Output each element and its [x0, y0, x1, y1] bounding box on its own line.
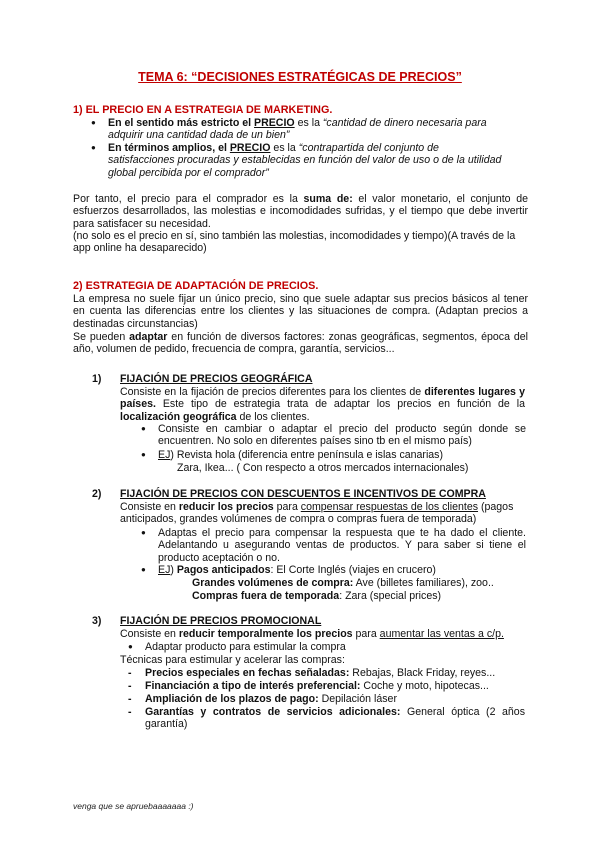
footer-note: venga que se apruebaaaaaaa :) [73, 801, 194, 811]
s1-b1-mid: es la [294, 117, 323, 129]
i2-p-d: compensar respuestas de los clientes [300, 501, 479, 513]
i2-p-b: reducir los precios [178, 501, 274, 513]
s1-b1-quote-2: adquirir una cantidad dada de un bien” [108, 129, 290, 142]
s1-b2-lead: En términos amplios, el [108, 142, 230, 154]
s1-b2-key: PRECIO [229, 142, 271, 154]
item-3-paragraph [120, 628, 504, 640]
i2-l3-a: Compras fuera de temporada [192, 590, 340, 602]
s2-p2-a: Se pueden [73, 331, 130, 343]
i2-b2-c: : El Corte Inglés (viajes en crucero) [270, 564, 436, 576]
i1-p-c: Este tipo de estrategia trata de adaptar los precios en función de la [155, 398, 525, 411]
section-1-heading: 1) EL PRECIO EN A ESTRATEGIA DE MARKETING. [73, 104, 333, 116]
item-1-paragraph [120, 386, 525, 423]
s1-b2-mid: es la [270, 142, 299, 154]
s1-b1-lead: En el sentido más estricto el [108, 117, 255, 129]
i3-d1-a: Precios especiales en fechas señaladas: [145, 667, 350, 679]
s1-p1-a: Por tanto, el precio para el comprador es la [73, 193, 304, 205]
i2-l3-b: : Zara (special prices) [339, 590, 442, 602]
s2-paragraph-1: La empresa no suele fijar un único precio, sino que suele adaptar sus precios básicos al tener en cuenta las diferencias entre los clientes y las situaciones de compra. (Adaptan precios a destinadas circunstancias) [73, 293, 528, 330]
i3-d3-b: Depilación láser [318, 693, 397, 705]
i2-l2-b: Ave (billetes familiares), zoo.. [353, 577, 494, 589]
item-3-dash-1 [145, 667, 525, 679]
i3-d4-a: Garantías y contratos de servicios adicionales: [145, 706, 401, 718]
item-2-number: 2) [92, 488, 102, 500]
i2-p-c: para [273, 501, 301, 513]
item-2-bullet-2 [158, 564, 526, 576]
item-3-title: FIJACIÓN DE PRECIOS PROMOCIONAL [120, 615, 322, 627]
i3-p-a: Consiste en [120, 628, 179, 640]
i3-d2-b: Coche y moto, hipotecas... [360, 680, 489, 692]
item-3-techniques: Técnicas para estimular y acelerar las compras: [120, 654, 345, 666]
i1-p-e: de los clientes. [236, 410, 310, 423]
s1-b2-quote: “contrapartida del conjunto de [298, 142, 439, 154]
item-2-paragraph [120, 501, 530, 526]
item-3-bullet-1: ● Adaptar producto para estimular la compra [145, 641, 346, 653]
i2-ej: EJ [158, 564, 171, 576]
s1-b2-quote-2: satisfacciones procuradas y establecidas en función del valor de uso o de la utilidad [108, 154, 502, 167]
i1-p-a: Consiste en la fijación de precios diferentes para los clientes de [120, 386, 425, 398]
s2-paragraph-2 [73, 331, 528, 356]
i3-p-b: reducir temporalmente los precios [178, 628, 353, 640]
s1-bullet-2 [108, 142, 528, 179]
s2-p2-c: en función de diversos factores: zonas geográficas, segmentos, época del año, volumen de pedido, frecuencia de compra, garantía, servicios... [73, 331, 528, 356]
item-2-line-2 [192, 577, 494, 589]
i3-d4-b: General óptica (2 años garantía) [145, 706, 525, 731]
s1-b1-quote: “cantidad de dinero necesaria para [322, 117, 487, 129]
item-1-title: FIJACIÓN DE PRECIOS GEOGRÁFICA [120, 373, 313, 385]
i1-p-b: diferentes lugares y países. [120, 386, 525, 411]
s1-b2-quote-3: global percibida por el comprador” [108, 166, 269, 179]
i3-d1-b: Rebajas, Black Friday, reyes... [349, 667, 496, 679]
s1-bullet-1 [108, 117, 528, 142]
i2-b2-b: Pagos anticipados [176, 564, 271, 576]
s1-p1-b: suma de: [303, 193, 353, 205]
i3-p-d: aumentar las ventas a c/p. [379, 628, 504, 640]
item-2-line-3 [192, 590, 441, 602]
item-1-bullet-2 [158, 449, 526, 461]
i1-p-d: localización geográfica [120, 410, 237, 423]
i2-p-e: (pagos anticipados, grandes volúmenes de compra o compras fuera de temporada) [120, 501, 514, 526]
i3-d3-a: Ampliación de los plazos de pago: [145, 693, 319, 705]
i3-p-c: para [352, 628, 380, 640]
item-3-number: 3) [92, 615, 102, 627]
s1-paragraph-2: (no solo es el precio en sí, sino también las molestias, incomodidades y tiempo)(A través de la app online ha desaparecido) [73, 230, 516, 255]
section-2-heading: 2) ESTRATEGIA DE ADAPTACIÓN DE PRECIOS. [73, 280, 319, 292]
item-2-title: FIJACIÓN DE PRECIOS CON DESCUENTOS E INCENTIVOS DE COMPRA [120, 488, 486, 500]
s1-b1-key: PRECIO [254, 117, 295, 129]
item-2-bullet-1: ● Adaptas el precio para compensar la respuesta que te ha dado el cliente. Adelantando u asegurando ventas de productos. Y para saber si tiene el producto aceptación o no. [158, 527, 526, 564]
i1-ej: EJ [158, 449, 171, 461]
item-3-dash-4 [145, 706, 525, 731]
item-1-bullet-2-line-2: Zara, Ikea... ( Con respecto a otros mercados internacionales) [177, 462, 469, 474]
s1-paragraph-1 [73, 193, 528, 230]
page-title: TEMA 6: “DECISIONES ESTRATÉGICAS DE PRECIOS” [138, 70, 462, 84]
item-3-dash-3 [145, 693, 525, 705]
i2-b2-a: ) [170, 564, 177, 576]
s1-p1-c: el valor monetario, el conjunto de esfuerzos desarrollados, las molestias e incomodidades sufridas, y el tiempo que debe invertir para satisfacer su necesidad. [73, 193, 528, 230]
item-1-bullet-1: ● Consiste en cambiar o adaptar el precio del producto según donde se encuentren. No solo en diferentes países sino tb en el mismo país) [158, 423, 526, 448]
item-3-dash-2 [145, 680, 525, 692]
i2-p-a: Consiste en [120, 501, 179, 513]
i2-l2-a: Grandes volúmenes de compra: [192, 577, 354, 589]
i3-d2-a: Financiación a tipo de interés preferencial: [145, 680, 361, 692]
i1-b2-text: ) Revista hola (diferencia entre península e islas canarias) [170, 449, 444, 461]
s2-p2-b: adaptar [129, 331, 168, 343]
item-1-number: 1) [92, 373, 102, 385]
